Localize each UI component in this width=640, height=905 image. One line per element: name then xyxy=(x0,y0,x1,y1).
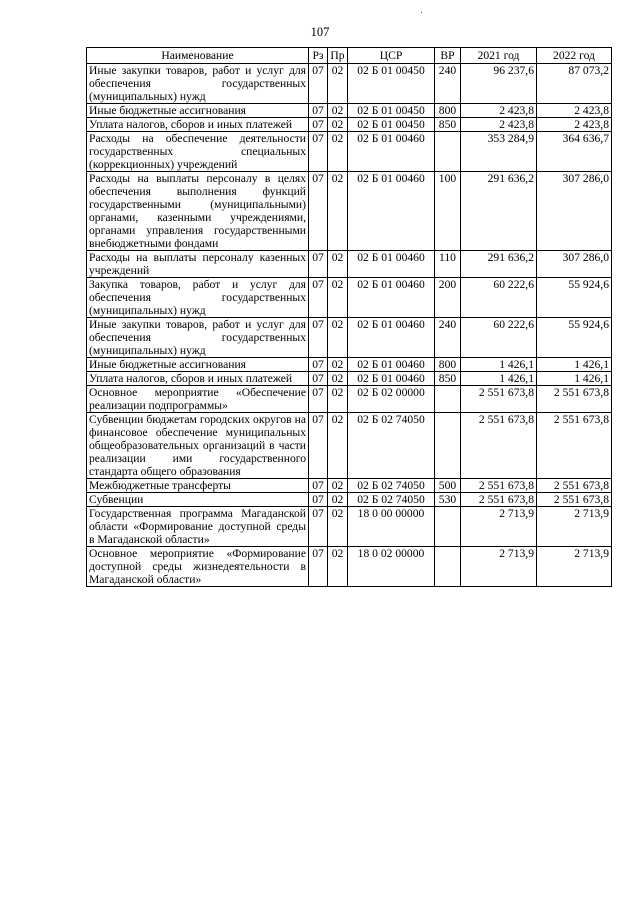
table-row xyxy=(87,386,612,413)
cell-pr: 02 xyxy=(328,547,348,587)
table-row xyxy=(87,318,612,358)
cell-csr: 02 Б 01 00460 xyxy=(348,172,435,251)
cell-rz: 07 xyxy=(309,479,328,493)
cell-2022: 1 426,1 xyxy=(537,358,612,372)
cell-vr xyxy=(435,132,461,172)
cell-rz: 07 xyxy=(309,372,328,386)
cell-2021: 291 636,2 xyxy=(461,172,537,251)
cell-2021: 1 426,1 xyxy=(461,358,537,372)
cell-name: Уплата налогов, сборов и иных платежей xyxy=(87,372,309,386)
cell-name: Расходы на обеспечение деятельности государственных специальных (коррекционных) учреждений xyxy=(87,132,309,172)
cell-2022: 2 423,8 xyxy=(537,118,612,132)
cell-rz: 07 xyxy=(309,547,328,587)
cell-vr: 110 xyxy=(435,251,461,278)
cell-name: Государственная программа Магаданской области «Формирование доступной среды в Магаданской области» xyxy=(87,507,309,547)
cell-2021: 2 551 673,8 xyxy=(461,386,537,413)
header-vr: ВР xyxy=(435,48,461,64)
cell-2022: 2 551 673,8 xyxy=(537,493,612,507)
cell-2022: 2 713,9 xyxy=(537,547,612,587)
cell-rz: 07 xyxy=(309,172,328,251)
cell-rz: 07 xyxy=(309,251,328,278)
cell-rz: 07 xyxy=(309,278,328,318)
cell-pr: 02 xyxy=(328,372,348,386)
cell-pr: 02 xyxy=(328,386,348,413)
cell-2021: 2 423,8 xyxy=(461,104,537,118)
header-pr: Пр xyxy=(328,48,348,64)
cell-pr: 02 xyxy=(328,479,348,493)
table-row xyxy=(87,493,612,507)
cell-vr: 850 xyxy=(435,118,461,132)
cell-2021: 2 713,9 xyxy=(461,507,537,547)
cell-2021: 353 284,9 xyxy=(461,132,537,172)
cell-2022: 307 286,0 xyxy=(537,172,612,251)
table-row xyxy=(87,479,612,493)
cell-2021: 60 222,6 xyxy=(461,318,537,358)
cell-rz: 07 xyxy=(309,493,328,507)
table-row xyxy=(87,132,612,172)
header-2022: 2022 год xyxy=(537,48,612,64)
table-row xyxy=(87,547,612,587)
cell-csr: 02 Б 02 00000 xyxy=(348,386,435,413)
cell-name: Межбюджетные трансферты xyxy=(87,479,309,493)
cell-csr: 02 Б 01 00460 xyxy=(348,132,435,172)
cell-rz: 07 xyxy=(309,413,328,479)
cell-rz: 07 xyxy=(309,64,328,104)
table-row xyxy=(87,104,612,118)
cell-csr: 02 Б 01 00450 xyxy=(348,104,435,118)
cell-pr: 02 xyxy=(328,507,348,547)
cell-vr xyxy=(435,507,461,547)
cell-rz: 07 xyxy=(309,358,328,372)
cell-2022: 2 551 673,8 xyxy=(537,479,612,493)
cell-2022: 55 924,6 xyxy=(537,278,612,318)
cell-vr: 200 xyxy=(435,278,461,318)
cell-pr: 02 xyxy=(328,251,348,278)
cell-2021: 2 713,9 xyxy=(461,547,537,587)
cell-2021: 2 551 673,8 xyxy=(461,413,537,479)
cell-csr: 02 Б 02 74050 xyxy=(348,413,435,479)
cell-csr: 18 0 02 00000 xyxy=(348,547,435,587)
cell-rz: 07 xyxy=(309,318,328,358)
cell-name: Иные закупки товаров, работ и услуг для обеспечения государственных (муниципальных) нужд xyxy=(87,318,309,358)
cell-vr: 240 xyxy=(435,318,461,358)
cell-pr: 02 xyxy=(328,64,348,104)
cell-2022: 87 073,2 xyxy=(537,64,612,104)
table-body xyxy=(87,64,612,587)
header-name: Наименование xyxy=(87,48,309,64)
cell-name: Уплата налогов, сборов и иных платежей xyxy=(87,118,309,132)
cell-rz: 07 xyxy=(309,132,328,172)
cell-2021: 291 636,2 xyxy=(461,251,537,278)
cell-vr: 500 xyxy=(435,479,461,493)
cell-pr: 02 xyxy=(328,172,348,251)
cell-csr: 02 Б 01 00460 xyxy=(348,318,435,358)
table-row xyxy=(87,251,612,278)
table-row xyxy=(87,278,612,318)
cell-vr xyxy=(435,547,461,587)
budget-table xyxy=(86,47,612,587)
cell-2021: 96 237,6 xyxy=(461,64,537,104)
cell-name: Закупка товаров, работ и услуг для обеспечения государственных (муниципальных) нужд xyxy=(87,278,309,318)
cell-csr: 18 0 00 00000 xyxy=(348,507,435,547)
cell-2021: 1 426,1 xyxy=(461,372,537,386)
table-row xyxy=(87,172,612,251)
cell-csr: 02 Б 01 00450 xyxy=(348,64,435,104)
cell-pr: 02 xyxy=(328,318,348,358)
cell-vr xyxy=(435,413,461,479)
table-row xyxy=(87,413,612,479)
cell-name: Основное мероприятие «Обеспечение реализации подпрограммы» xyxy=(87,386,309,413)
cell-2021: 2 551 673,8 xyxy=(461,493,537,507)
cell-2021: 2 423,8 xyxy=(461,118,537,132)
cell-csr: 02 Б 02 74050 xyxy=(348,493,435,507)
cell-csr: 02 Б 02 74050 xyxy=(348,479,435,493)
cell-csr: 02 Б 01 00460 xyxy=(348,372,435,386)
table-row xyxy=(87,372,612,386)
cell-rz: 07 xyxy=(309,507,328,547)
cell-rz: 07 xyxy=(309,386,328,413)
cell-vr: 530 xyxy=(435,493,461,507)
cell-pr: 02 xyxy=(328,118,348,132)
table-row xyxy=(87,507,612,547)
cell-vr: 240 xyxy=(435,64,461,104)
cell-name: Основное мероприятие «Формирование доступной среды жизнедеятельности в Магаданской области» xyxy=(87,547,309,587)
cell-csr: 02 Б 01 00450 xyxy=(348,118,435,132)
table-header-row xyxy=(87,48,612,64)
cell-name: Расходы на выплаты персоналу казенных учреждений xyxy=(87,251,309,278)
cell-rz: 07 xyxy=(309,104,328,118)
cell-vr: 800 xyxy=(435,358,461,372)
cell-2021: 60 222,6 xyxy=(461,278,537,318)
cell-pr: 02 xyxy=(328,278,348,318)
cell-pr: 02 xyxy=(328,132,348,172)
cell-vr: 800 xyxy=(435,104,461,118)
cell-pr: 02 xyxy=(328,493,348,507)
cell-2022: 2 423,8 xyxy=(537,104,612,118)
cell-2022: 364 636,7 xyxy=(537,132,612,172)
cell-pr: 02 xyxy=(328,413,348,479)
cell-name: Иные бюджетные ассигнования xyxy=(87,358,309,372)
cell-vr xyxy=(435,386,461,413)
header-2021: 2021 год xyxy=(461,48,537,64)
scan-speck xyxy=(421,12,422,13)
cell-vr: 850 xyxy=(435,372,461,386)
header-csr: ЦСР xyxy=(348,48,435,64)
cell-vr: 100 xyxy=(435,172,461,251)
cell-name: Иные закупки товаров, работ и услуг для обеспечения государственных (муниципальных) нужд xyxy=(87,64,309,104)
cell-rz: 07 xyxy=(309,118,328,132)
cell-name: Расходы на выплаты персоналу в целях обеспечения выполнения функций государственными (муниципальными) органами, казенными учреждениями, органами управления государственными внебюджетными фондами xyxy=(87,172,309,251)
cell-2022: 2 713,9 xyxy=(537,507,612,547)
cell-csr: 02 Б 01 00460 xyxy=(348,278,435,318)
cell-name: Субвенции бюджетам городских округов на финансовое обеспечение муниципальных общеобразовательных организаций в части реализации ими государственного стандарта общего образования xyxy=(87,413,309,479)
cell-name: Субвенции xyxy=(87,493,309,507)
page-number: 107 xyxy=(310,25,330,39)
cell-2021: 2 551 673,8 xyxy=(461,479,537,493)
table-row xyxy=(87,64,612,104)
cell-csr: 02 Б 01 00460 xyxy=(348,251,435,278)
cell-csr: 02 Б 01 00460 xyxy=(348,358,435,372)
table-row xyxy=(87,358,612,372)
header-rz: Рз xyxy=(309,48,328,64)
cell-2022: 307 286,0 xyxy=(537,251,612,278)
cell-2022: 2 551 673,8 xyxy=(537,386,612,413)
cell-2022: 1 426,1 xyxy=(537,372,612,386)
cell-name: Иные бюджетные ассигнования xyxy=(87,104,309,118)
cell-2022: 55 924,6 xyxy=(537,318,612,358)
table-row xyxy=(87,118,612,132)
cell-pr: 02 xyxy=(328,358,348,372)
cell-2022: 2 551 673,8 xyxy=(537,413,612,479)
cell-pr: 02 xyxy=(328,104,348,118)
